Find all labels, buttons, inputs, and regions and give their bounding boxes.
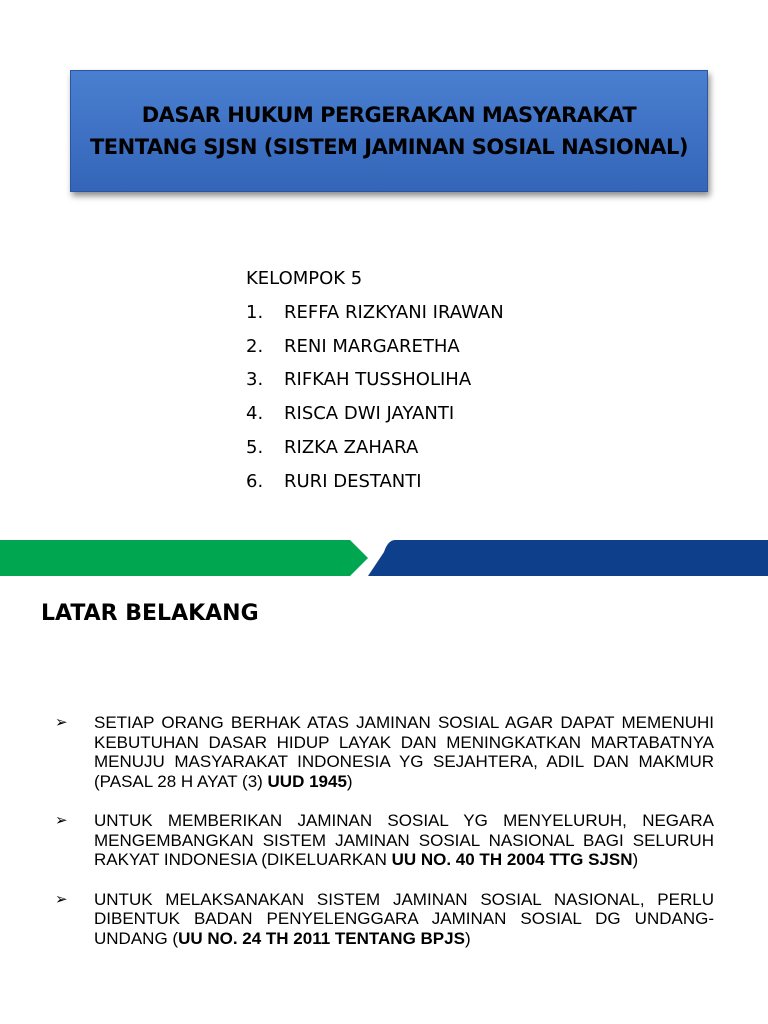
bullet-item bbox=[55, 890, 714, 949]
member-item bbox=[246, 296, 504, 330]
member-number: 4. bbox=[246, 403, 264, 425]
arrow-bullet-icon: ➢ bbox=[55, 714, 68, 731]
title-line-2: TENTANG SJSN (SISTEM JAMINAN SOSIAL NASIONAL) bbox=[89, 135, 689, 159]
member-item bbox=[246, 363, 504, 397]
group-members bbox=[246, 262, 504, 499]
title-line-1: DASAR HUKUM PERGERAKAN MASYARAKAT bbox=[141, 103, 637, 127]
bullet-text-bold: UU NO. 24 TH 2011 TENTANG BPJS bbox=[178, 928, 465, 948]
member-name: RIZKA ZAHARA bbox=[284, 436, 419, 458]
bullet-text-bold: UU NO. 40 TH 2004 TTG SJSN bbox=[391, 850, 633, 869]
member-number: 5. bbox=[246, 436, 264, 458]
member-name: RENI MARGARETHA bbox=[284, 335, 460, 357]
member-item bbox=[246, 465, 504, 499]
member-number: 3. bbox=[246, 369, 264, 391]
member-name: RURI DESTANTI bbox=[284, 470, 422, 492]
section-title: LATAR BELAKANG bbox=[41, 601, 259, 626]
bullet-text-plain: UNTUK MELAKSANAKAN SISTEM JAMINAN SOSIAL NASIONAL, PERLU DIBENTUK BADAN PENYELENGGARA JAMINAN SOSIAL DG UNDANG-UNDANG ( bbox=[94, 889, 714, 948]
title-box bbox=[70, 70, 708, 192]
green-band bbox=[0, 540, 368, 576]
member-item bbox=[246, 397, 504, 431]
bullet-list bbox=[55, 713, 714, 968]
bullet-text bbox=[94, 713, 714, 791]
bullet-text-after: ) bbox=[632, 850, 639, 869]
bullet-text bbox=[94, 890, 714, 949]
bullet-text-bold: UUD 1945 bbox=[267, 771, 347, 791]
bullet-text-after: ) bbox=[346, 771, 353, 791]
member-name: REFFA RIZKYANI IRAWAN bbox=[284, 301, 504, 323]
member-name: RIFKAH TUSSHOLIHA bbox=[284, 369, 472, 391]
bullet-item bbox=[55, 713, 714, 791]
bullet-item bbox=[55, 811, 714, 870]
arrow-bullet-icon: ➢ bbox=[55, 812, 68, 829]
member-item bbox=[246, 431, 504, 465]
member-number: 1. bbox=[246, 301, 264, 323]
member-number: 6. bbox=[246, 470, 264, 492]
blue-band bbox=[368, 540, 768, 576]
member-item bbox=[246, 330, 504, 364]
bullet-text-after: ) bbox=[464, 928, 471, 948]
arrow-bullet-icon: ➢ bbox=[55, 890, 68, 908]
bullet-text bbox=[94, 811, 714, 870]
bullet-text-plain: SETIAP ORANG BERHAK ATAS JAMINAN SOSIAL AGAR DAPAT MEMENUHI KEBUTUHAN DASAR HIDUP LAYAK DAN MENINGKATKAN MARTABATNYA MENUJU MASYARAKAT INDONESIA YG SEJAHTERA, ADIL DAN MAKMUR (PASAL 28 H AYAT (3) bbox=[94, 713, 714, 791]
member-number: 2. bbox=[246, 335, 264, 357]
group-label: KELOMPOK 5 bbox=[246, 268, 363, 289]
member-name: RISCA DWI JAYANTI bbox=[284, 403, 455, 425]
decorative-band bbox=[0, 540, 768, 576]
bullet-text-plain: UNTUK MEMBERIKAN JAMINAN SOSIAL YG MENYELURUH, NEGARA MENGEMBANGKAN SISTEM JAMINAN SOSIAL NASIONAL BAGI SELURUH RAKYAT INDONESIA (DIKELUARKAN bbox=[94, 811, 714, 869]
